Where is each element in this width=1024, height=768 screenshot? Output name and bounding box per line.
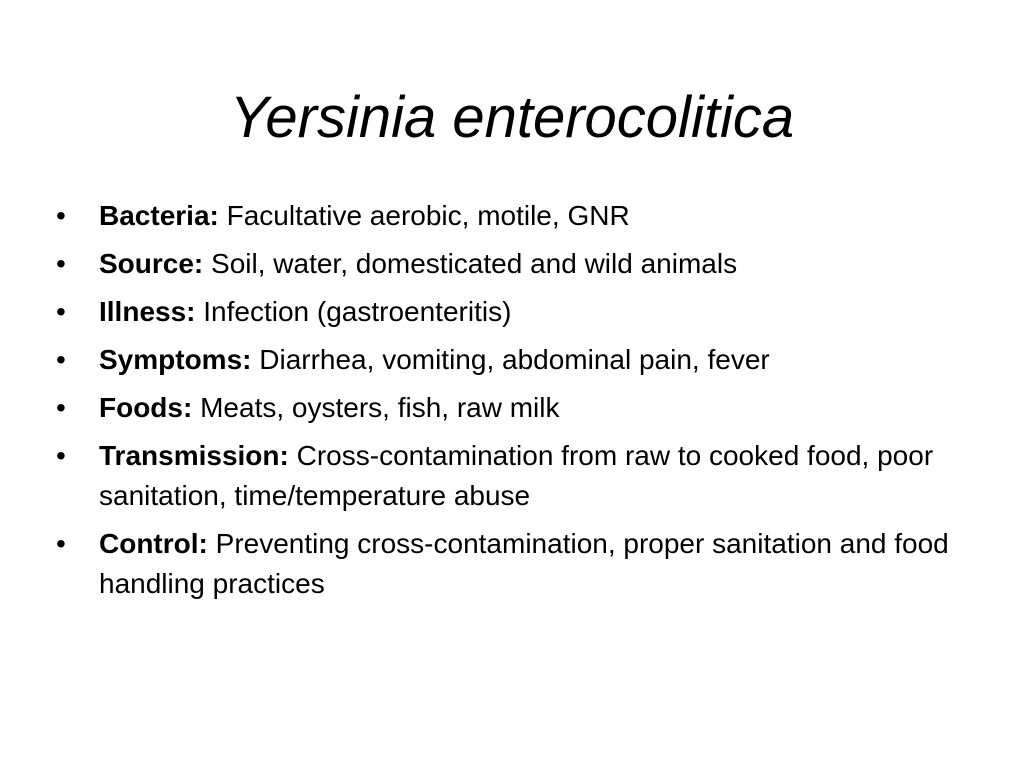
bullet-term: Source: xyxy=(99,248,212,279)
bullet-list xyxy=(56,196,976,612)
bullet-item-symptoms xyxy=(56,340,976,380)
slide-title: Yersinia enterocolitica xyxy=(229,85,795,150)
bullet-text: Meats, oysters, fish, raw milk xyxy=(200,392,560,423)
bullet-icon: • xyxy=(56,248,66,279)
bullet-icon: • xyxy=(56,440,66,471)
bullet-term: Bacteria: xyxy=(99,200,227,231)
bullet-term: Control: xyxy=(99,528,216,559)
bullet-term: Illness: xyxy=(99,296,204,327)
bullet-item-source xyxy=(56,244,976,284)
bullet-text: Cross-contamination from raw to cooked food, poor sanitation, time/temperature abuse xyxy=(99,440,934,511)
bullet-text: Infection (gastroenteritis) xyxy=(203,296,512,327)
bullet-icon: • xyxy=(56,200,66,231)
bullet-item-illness xyxy=(56,292,976,332)
bullet-text: Preventing cross-contamination, proper sanitation and food handling practices xyxy=(99,528,949,599)
bullet-item-foods xyxy=(56,388,976,428)
bullet-item-bacteria xyxy=(56,196,976,236)
bullet-icon: • xyxy=(56,528,66,559)
bullet-item-transmission xyxy=(56,436,976,516)
bullet-term: Symptoms: xyxy=(99,344,260,375)
bullet-term: Transmission: xyxy=(99,440,297,471)
bullet-icon: • xyxy=(56,296,66,327)
bullet-term: Foods: xyxy=(99,392,201,423)
bullet-text: Facultative aerobic, motile, GNR xyxy=(226,200,630,231)
bullet-text: Soil, water, domesticated and wild animals xyxy=(211,248,738,279)
bullet-icon: • xyxy=(56,344,66,375)
bullet-text: Diarrhea, vomiting, abdominal pain, fever xyxy=(259,344,770,375)
bullet-item-control xyxy=(56,524,976,604)
bullet-icon: • xyxy=(56,392,66,423)
